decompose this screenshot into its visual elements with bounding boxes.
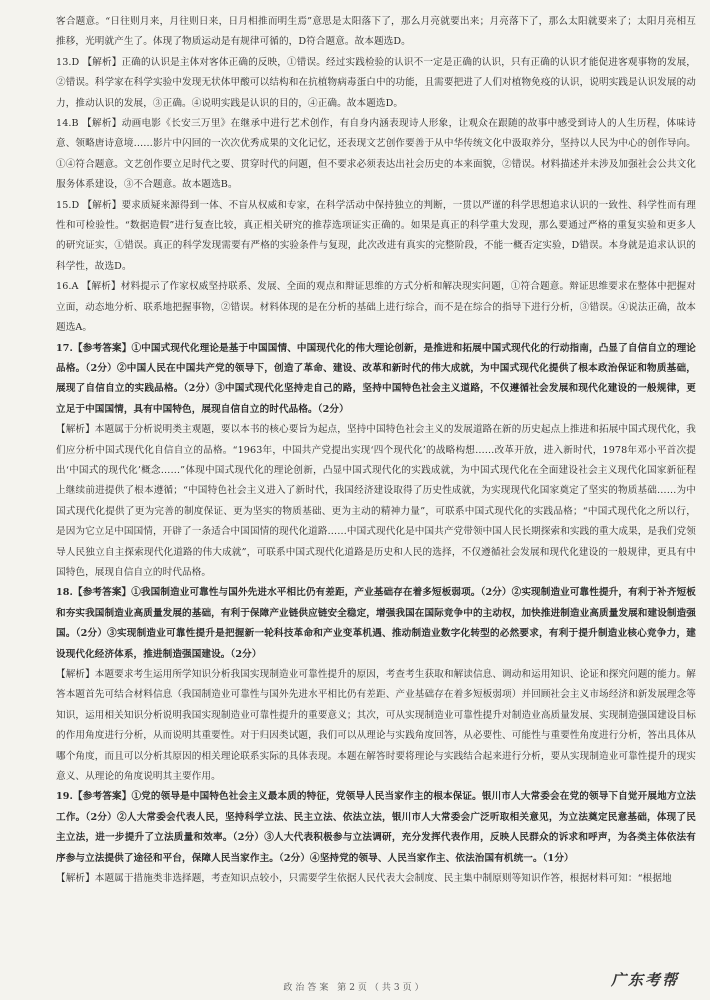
paragraph-q19-analysis: 【解析】本题属于措施类非选择题，考查知识点较小，只需要学生依据人民代表大会制度、民主集中制原则等知识作答，根据材料可知：“根据地 (56, 873, 672, 885)
paragraph-q18-analysis: 【解析】本题要求考生运用所学知识分析我国实现制造业可靠性提升的原因，考查考生获取和解读信息、调动和运用知识、论证和探究问题的能力。解答本题首先可结合材料信息（我国制造业可靠性与国外先进水平相比仍有差距、产业基础存在着多短板弱项）并回顾社会主义市场经济和新发展理念等知识，运用相关知识分析说明我国实现制造业可靠性提升的重要意义；其次，可从实现制造业可靠性提升对制造业高质量发展、实现制造强国建设目标的作用角度进行分析，从而说明其重要性。对于归因类试题，我们可以从理论与实践角度回答，从必要性、可能性与重要性角度进行分析，答出具体从哪个角度，而且可以分析其原因的相关理论联系实际的具体表现。本题在解答时要将理论与实践结合起来进行分析，要从实现制造业可靠性提升的现实意义、从理论的角度说明其主要作用。 (56, 669, 696, 783)
answer-page (56, 12, 696, 982)
paragraph-q15: 15.D 【解析】要求质疑来源得到一体、不盲从权威和专家，在科学活动中保持独立的判断，一贯以严谨的科学思想追求认识的一致性、科学性而有理性和可检验性。“数据造假”进行复查比较，真正相关研究的推荐选项证实正确的。如果是真正的科学重大发现，那么要通过严格的重复实验和更多人的研究证实，①错误。真正的科学发现需要有严格的实验条件与复现，此次改进有真实的完整阶段，不能一概否定实验，D错误。本身就是追求认识的科学性，故选D。 (56, 199, 696, 272)
watermark-logo: 广东考帮 (611, 971, 680, 989)
paragraph-q18-answer: 18.【参考答案】①我国制造业可靠性与国外先进水平相比仍有差距，产业基础存在着多短板弱项。（2分）②实现制造业可靠性提升，有利于补齐短板和夯实我国制造业高质量发展的基础，有利于保障产业链供应链安全稳定，增强我国在国际竞争中的主动权，加快推进制造业高质量发展和建设制造强国。（2分）③实现制造业可靠性提升是把握新一轮科技革命和产业变革机遇、推动制造业数字化转型的必然要求，有利于提升制造业核心竞争力，建设现代化经济体系，推进制造强国建设。（2分） (56, 587, 696, 660)
paragraph-q17-analysis: 【解析】本题属于分析说明类主观题，要以本书的核心要旨为起点，坚持中国特色社会主义的发展道路在新的历史起点上推进和拓展中国式现代化，我们应分析中国式现代化自信自立的品格。“1963年，中国共产党提出实现‘四个现代化’的战略构想……改革开放，进入新时代，1978年邓小平首次提出‘中国式的现代化’概念……”体现中国式现代化的理论创新，凸显中国式现代化的实践成就，为中国式现代化在全面建设社会主义现代化国家新征程上继续前进提供了根本遵循；“中国特色社会主义进入了新时代，我国经济建设取得了历史性成就，为实现现代化国家奠定了坚实的物质基础……为中国式现代化提供了更为完善的制度保证、更为坚实的物质基础、更为主动的精神力量”，可联系中国式现代化的实践品格；“中国式现代化之所以行，是因为它立足中国国情，开辟了一条适合中国国情的现代化道路……中国式现代化是中国共产党带领中国人民长期探索和实践的重大成果，是我们党领导人民独立自主探索现代化道路的伟大成就”，可联系中国式现代化道路是历史和人民的选择，不仅遵循社会发展和现代化建设的一般规律，更具有中国特色，展现自信自立的时代品格。 (56, 424, 696, 578)
paragraph-q19-answer: 19.【参考答案】①党的领导是中国特色社会主义最本质的特征，党领导人民当家作主的根本保证。银川市人大常委会在党的领导下自觉开展地方立法工作。（2分）②人大常委会代表人民，坚持科学立法、民主立法、依法立法，银川市人大常委会广泛听取相关意见，为立法奠定民意基础，体现了民主立法，进一步提升了立法质量和效率。（2分）③人大代表积极参与立法调研，充分发挥代表作用，反映人民群众的诉求和呼声，为各类主体依法有序参与立法提供了途径和平台，保障人民当家作主。（2分）④坚持党的领导、人民当家作主、依法治国有机统一。（1分） (56, 791, 696, 864)
paragraph-q17-answer: 17.【参考答案】①中国式现代化理论是基于中国国情、中国现代化的伟大理论创新，是推进和拓展中国式现代化的行动指南，凸显了自信自立的理论品格。（2分）②中国人民在中国共产党的领导下，创造了革命、建设、改革和新时代的伟大成就，为中国式现代化提供了根本政治保证和物质基础，展现了自信自立的实践品格。（2分）③中国式现代化坚持走自己的路，坚持中国特色社会主义道路，不仅遵循社会发展和现代化建设的一般规律，更立足于中国国情，具有中国特色，展现自信自立的时代品格。（2分） (56, 342, 696, 415)
paragraph-q13: 13.D 【解析】正确的认识是主体对客体正确的反映，①错误。经过实践检验的认识不一定是正确的认识，只有正确的认识才能促进客观事物的发展，②错误。科学家在科学实验中发现无状体甲酸可以结构和在抗植物病毒蛋白中的功能，且需要把进了人们对植物免疫的认识，说明实践是认识发展的动力，推动认识的发展，③正确。④说明实践是认识的目的，④正确。故本题选D。 (56, 56, 696, 109)
paragraph-12-tail: 客合题意。“日往则月来，月往则日来，日月相推而明生焉”意思是太阳落下了，那么月亮就要出来；月亮落下了，那么太阳就要来了；太阳月亮相互推移，光明就产生了。体现了物质运动是有规律可循的，D符合题意。故本题选D。 (56, 16, 696, 48)
paragraph-q14: 14.B 【解析】动画电影《长安三万里》在继承中进行艺术创作，有自身内涵表现诗人形象，让观众在跟随的故事中感受到诗人的人生历程，体味诗意、领略唐诗意境……影片中闪回的一次次优秀成果的文化记忆，还表现文艺创作要善于从中华传统文化中汲取养分，坚持以人民为中心的创作导向。①④符合题意。文艺创作要立足时代之要、贯穿时代的问题，但不要求必须表达出社会历史的本来面貌，②错误。材料描述并未涉及加强社会公共文化服务体系建设，③不合题意。故本题选B。 (56, 118, 696, 191)
page-footer: 政治答案 第2页（共3页） (283, 983, 427, 993)
paragraph-q16: 16.A 【解析】材料提示了作家权威坚持联系、发展、全面的观点和辩证思维的方式分析和解决现实问题，①符合题意。辩证思维要求在整体中把握对立面，动态地分析、联系地把握事物，②错误。材料体现的是在分析的基础上进行综合，而不是在综合的指导下进行分析，③错误。④说法正确，故本题选A。 (56, 281, 696, 334)
